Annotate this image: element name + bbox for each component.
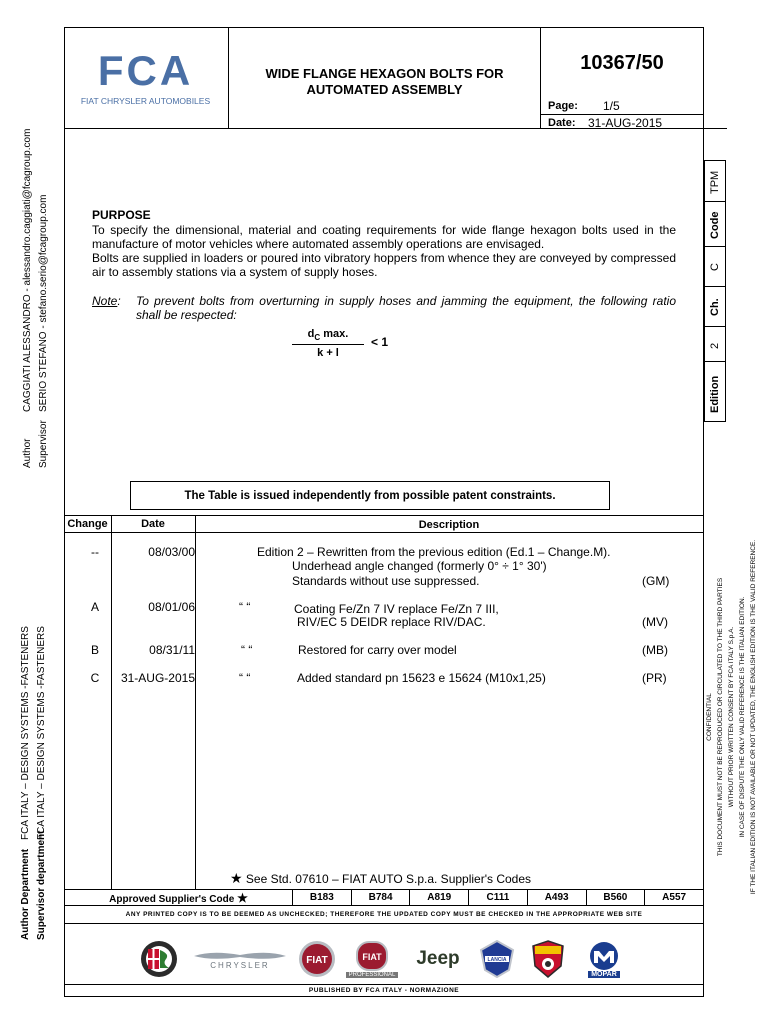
supplier-note (230, 870, 531, 887)
revision-header-bottom (64, 532, 704, 533)
page-value: 1/5 (603, 99, 620, 113)
revision-row-line: Edition 2 – Rewritten from the previous edition (Ed.1 – Change.M). (257, 545, 611, 559)
supplier-code: A819 (410, 890, 469, 906)
formula-max: max. (320, 328, 349, 340)
approved-suppliers-label-text: Approved Supplier's Code (109, 893, 235, 905)
revision-header-description: Description (418, 519, 480, 531)
revision-header-date: Date (141, 518, 165, 530)
revision-row-line: Coating Fe/Zn 7 IV replace Fe/Zn 7 III, (294, 602, 499, 616)
side-tab-ch-value: 2 (709, 342, 721, 349)
revision-row-date: 08/03/00 (148, 545, 195, 559)
formula-rhs: < 1 (371, 335, 389, 349)
footer-published-by: PUBLISHED BY FCA ITALY - NORMAZIONE (308, 987, 460, 994)
title-line-1: WIDE FLANGE HEXAGON BOLTS FOR (265, 66, 504, 81)
author-value: CAGGIATI ALESSANDRO - alessandro.caggiati@fcagroup.com (22, 128, 33, 412)
revision-row-line: Underhead angle changed (formerly 0° ÷ 1° 30') (292, 559, 547, 573)
revision-row-change: -- (91, 545, 99, 559)
header-divider-2 (540, 27, 541, 128)
revision-header-change: Change (67, 518, 108, 530)
star-icon: ★ (237, 890, 248, 905)
revision-row-initials: (PR) (642, 671, 667, 685)
approved-suppliers (64, 889, 704, 906)
supervisor-department-label: Supervisor department (36, 830, 47, 940)
revision-row-date: 31-AUG-2015 (120, 671, 195, 685)
revision-row-line: Standards without use suppressed. (292, 574, 480, 588)
purpose-heading: PURPOSE (92, 208, 151, 222)
revision-col-divider-1 (111, 515, 112, 889)
revision-row-line: Restored for carry over model (298, 643, 457, 657)
lancia-wordmark: LANCIA (487, 957, 507, 963)
revision-row-line: RIV/EC 5 DEIDR replace RIV/DAC. (297, 615, 486, 629)
confidential-line: WITHOUT PRIOR WRITTEN CONSENT BY FCA ITALY S.p.A. (728, 626, 735, 808)
frame-right (703, 27, 704, 128)
supervisor-label: Supervisor (38, 420, 49, 468)
document-number: 10367/50 (580, 52, 664, 74)
revision-row-quote: “ “ (239, 671, 251, 685)
fca-logo (68, 47, 223, 106)
title-line-2: AUTOMATED ASSEMBLY (306, 82, 463, 97)
chrysler-wordmark: CHRYSLER (210, 960, 270, 970)
purpose-paragraph-1: To specify the dimensional, material and coating requirements for wide flange hexagon bolts used in the manufacture of motor vehicles where automated assembly operations are envisaged. (92, 223, 676, 251)
lancia-logo (476, 940, 518, 978)
revision-row-initials: (MV) (642, 615, 668, 629)
supplier-code: C111 (469, 890, 528, 906)
chrysler-logo (190, 940, 290, 978)
confidential-line: CONFIDENTIAL (706, 693, 713, 741)
frame-bottom (64, 996, 704, 997)
page-date-divider (541, 114, 703, 115)
jeep-logo (408, 940, 468, 978)
alfa-romeo-logo (137, 940, 181, 978)
revision-row-line: Added standard pn 15623 e 15624 (M10x1,25) (297, 671, 546, 685)
note-text: To prevent bolts from overturning in supply hoses and jamming the equipment, the following ratio shall be respected: (136, 294, 676, 322)
revision-row-initials: (GM) (642, 574, 670, 588)
supplier-note-text: See Std. 07610 – FIAT AUTO S.p.a. Supplier's Codes (245, 872, 532, 886)
supervisor-value: SERIO STEFANO - stefano.serio@fcagroup.com (38, 194, 49, 412)
formula-denominator: k + l (317, 347, 339, 359)
supervisor-department-value: FCA ITALY – DESIGN SYSTEMS -FASTENERS (36, 626, 47, 840)
revision-row-change: B (90, 643, 99, 657)
revision-row-change: C (90, 671, 100, 685)
supplier-code: A493 (527, 890, 586, 906)
revision-col-divider-2 (195, 515, 196, 889)
side-tab-ch: Ch. (709, 298, 721, 316)
mopar-logo (576, 940, 632, 978)
supplier-code: B560 (586, 890, 645, 906)
patent-notice-box (130, 481, 610, 510)
fca-logo-subtitle: FIAT CHRYSLER AUTOMOBILES (80, 96, 211, 106)
notice-divider (64, 923, 704, 924)
mopar-wordmark: MOPAR (588, 971, 620, 978)
printed-copy-notice: ANY PRINTED COPY IS TO BE DEEMED AS UNCHECKED; THEREFORE THE UPDATED COPY MUST BE CHECKED IN THE APPROPRIATE WEB SITE (125, 911, 643, 918)
revision-row-quote: “ “ (241, 643, 253, 657)
footer-divider (64, 984, 704, 985)
fca-logo-text: FCA (97, 47, 194, 94)
formula-sub: C (314, 333, 321, 343)
fiat-wordmark: FIAT (306, 955, 328, 966)
note-label (92, 294, 121, 308)
approved-suppliers-label (65, 890, 293, 906)
frame-top (64, 27, 704, 28)
note-label-text: Note (92, 294, 118, 308)
formula-d: d (307, 328, 315, 340)
patent-notice-text: The Table is issued independently from possible patent constraints. (184, 489, 556, 502)
revision-table-top (64, 515, 704, 516)
date-value: 31-AUG-2015 (588, 116, 663, 130)
abarth-logo (528, 940, 568, 978)
side-tabs (704, 160, 726, 422)
confidential-line: THIS DOCUMENT MUST NOT BE REPRODUCED OR CIRCULATED TO THE THIRD PARTIES (717, 577, 724, 857)
confidential-line: IN CASE OF DISPUTE THE ONLY VALID REFERENCE IS THE ITALIAN EDITION. (739, 596, 746, 838)
supplier-code: A557 (645, 890, 704, 906)
author-department-value: FCA ITALY – DESIGN SYSTEMS -FASTENERS (20, 626, 31, 840)
author-label: Author (22, 438, 33, 468)
revision-row-initials: (MB) (642, 643, 668, 657)
professional-label: PROFESSIONAL (346, 972, 399, 978)
side-tab-code-value: C (709, 263, 721, 271)
confidential-line: IF THE ITALIAN EDITION IS NOT AVAILABLE OR NOT UPDATED, THE ENGLISH EDITION IS THE VALID REFERENCE. (750, 539, 757, 895)
supplier-code: B183 (293, 890, 352, 906)
document-title (229, 66, 540, 98)
revision-row-change: A (90, 600, 99, 614)
revision-row-date: 08/01/06 (148, 600, 195, 614)
formula-numerator (292, 328, 364, 342)
author-department-label: Author Department (20, 848, 31, 940)
side-tab-code: Code (709, 211, 721, 239)
jeep-wordmark: Jeep (416, 948, 460, 969)
supplier-code: B784 (351, 890, 410, 906)
side-tab-tpm: TPM (709, 170, 721, 194)
note-colon: : (117, 294, 121, 308)
page-label: Page: (548, 100, 578, 112)
revision-row-quote: “ “ (239, 600, 251, 614)
formula-fraction-bar (292, 344, 364, 345)
confidential-notice (704, 532, 759, 902)
fiat-logo (296, 940, 338, 978)
ratio-formula (292, 328, 402, 368)
purpose-paragraph-2: Bolts are supplied in loaders or poured into vibratory hoppers from whence they are conveyed by compressed air to assembly stations via a system of supply hoses. (92, 251, 676, 279)
revision-row-date: 08/31/11 (149, 643, 195, 657)
date-label: Date: (548, 117, 576, 129)
fiat-professional-logo (344, 940, 400, 978)
frame-left (64, 27, 65, 997)
fiat-professional-wordmark: FIAT (362, 951, 382, 962)
star-icon: ★ (230, 870, 243, 886)
side-tab-edition: Edition (709, 375, 721, 413)
